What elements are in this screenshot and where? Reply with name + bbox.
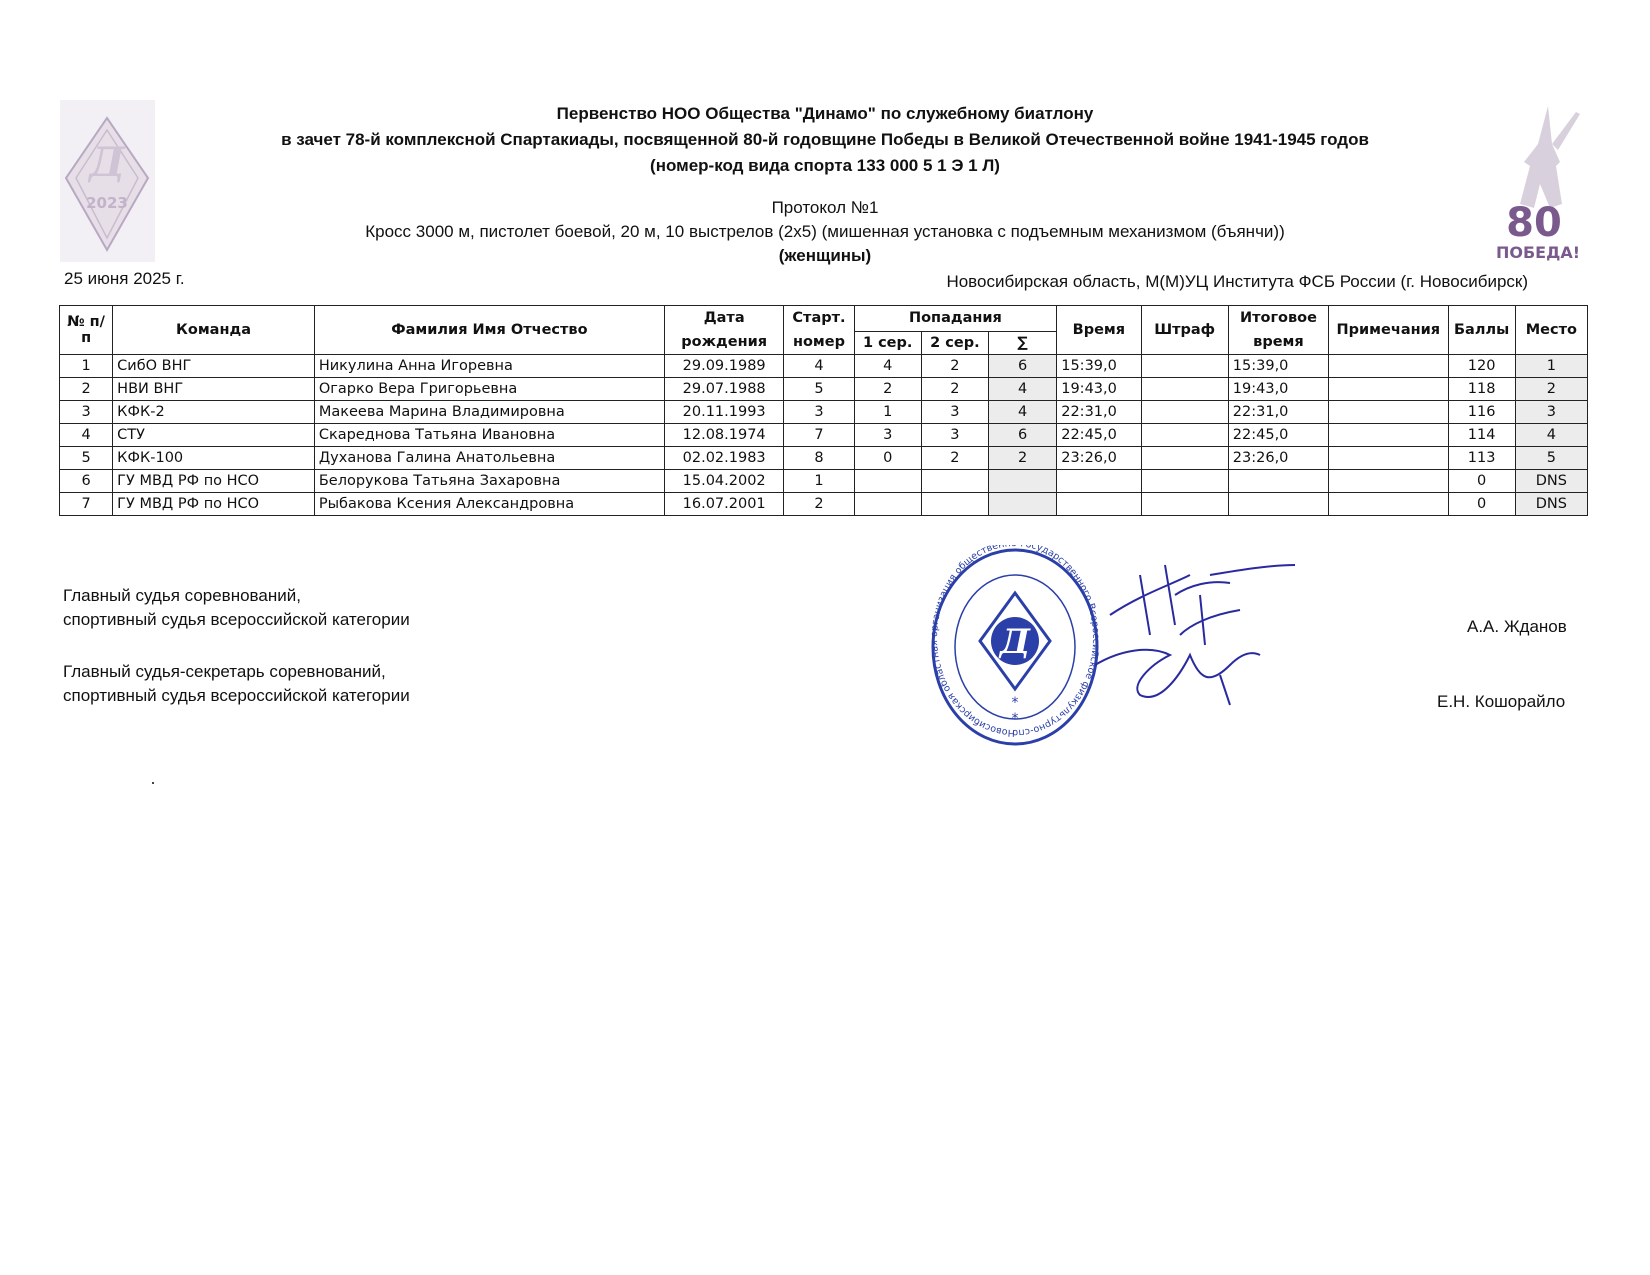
cell-time xyxy=(1057,470,1141,493)
cell-sum: 4 xyxy=(989,378,1057,401)
svg-text:Д: Д xyxy=(89,139,125,186)
col-header-place: Место xyxy=(1515,306,1587,355)
col-header-points: Баллы xyxy=(1448,306,1515,355)
cell-final xyxy=(1228,493,1328,516)
col-header-team: Команда xyxy=(113,306,315,355)
cell-num: 4 xyxy=(60,424,113,447)
cell-name: Рыбакова Ксения Александровна xyxy=(314,493,664,516)
cell-penalty xyxy=(1141,401,1228,424)
cell-num: 2 xyxy=(60,378,113,401)
cell-notes xyxy=(1329,401,1448,424)
cell-sum: 2 xyxy=(989,447,1057,470)
document-title: Первенство НОО Общества "Динамо" по служебному биатлону xyxy=(556,104,1094,123)
cell-s1: 0 xyxy=(854,447,921,470)
cell-start: 1 xyxy=(784,470,854,493)
col-header-final-time: Итоговое время xyxy=(1228,306,1328,355)
cell-name: Огарко Вера Григорьевна xyxy=(314,378,664,401)
document-subtitle: в зачет 78-й комплексной Спартакиады, посвященной 80-й годовщине Победы в Великой Отечественной войне 1941-1945 годов xyxy=(281,130,1369,149)
cell-birth: 12.08.1974 xyxy=(664,424,783,447)
col-header-penalty: Штраф xyxy=(1141,306,1228,355)
cell-final: 19:43,0 xyxy=(1228,378,1328,401)
protocol-number: Протокол №1 xyxy=(771,198,879,217)
event-venue: Новосибирская область, М(М)УЦ Института ФСБ России (г. Новосибирск) xyxy=(946,272,1528,291)
cell-place: DNS xyxy=(1515,493,1587,516)
cell-s1: 3 xyxy=(854,424,921,447)
cell-final: 22:31,0 xyxy=(1228,401,1328,424)
svg-text:Новосибирская областная органи: Новосибирская областная организация обществе сударственного Всероссийское физкультурно-спо xyxy=(930,545,1100,739)
cell-s1 xyxy=(854,493,921,516)
cell-place: 4 xyxy=(1515,424,1587,447)
cell-start: 7 xyxy=(784,424,854,447)
cell-notes xyxy=(1329,493,1448,516)
col-header-start: Старт. номер xyxy=(784,306,854,355)
cell-notes xyxy=(1329,378,1448,401)
col-header-notes: Примечания xyxy=(1329,306,1448,355)
victory-80-logo xyxy=(1490,104,1585,264)
cell-team: ГУ МВД РФ по НСО xyxy=(113,470,315,493)
cell-time: 23:26,0 xyxy=(1057,447,1141,470)
cell-penalty xyxy=(1141,493,1228,516)
cell-points: 113 xyxy=(1448,447,1515,470)
cell-s2: 2 xyxy=(921,447,988,470)
cell-start: 8 xyxy=(784,447,854,470)
col-header-time: Время xyxy=(1057,306,1141,355)
chief-secretary-title xyxy=(63,660,410,708)
cell-place: DNS xyxy=(1515,470,1587,493)
table-row xyxy=(60,378,1588,401)
cell-num: 5 xyxy=(60,447,113,470)
chief-secretary-name: Е.Н. Кошорайло xyxy=(1437,692,1566,711)
cell-team: СибО ВНГ xyxy=(113,355,315,378)
col-header-num: № п/п xyxy=(60,306,113,355)
cell-time: 22:31,0 xyxy=(1057,401,1141,424)
cell-num: 6 xyxy=(60,470,113,493)
scan-dot xyxy=(152,782,154,784)
cell-team: КФК-2 xyxy=(113,401,315,424)
cell-birth: 29.07.1988 xyxy=(664,378,783,401)
cell-num: 7 xyxy=(60,493,113,516)
cell-s1: 4 xyxy=(854,355,921,378)
cell-s2: 2 xyxy=(921,355,988,378)
cell-team: СТУ xyxy=(113,424,315,447)
cell-notes xyxy=(1329,355,1448,378)
col-header-birth: Дата рождения xyxy=(664,306,783,355)
cell-s2: 3 xyxy=(921,424,988,447)
cell-time: 15:39,0 xyxy=(1057,355,1141,378)
cell-notes xyxy=(1329,424,1448,447)
table-row xyxy=(60,493,1588,516)
cell-name: Никулина Анна Игоревна xyxy=(314,355,664,378)
chief-judge-name: А.А. Жданов xyxy=(1467,617,1567,636)
cell-team: НВИ ВНГ xyxy=(113,378,315,401)
cell-s2 xyxy=(921,470,988,493)
col-header-series-1: 1 сер. xyxy=(854,331,921,354)
chief-judge-category: спортивный судья всероссийской категории xyxy=(63,610,410,629)
results-table xyxy=(59,305,1588,516)
cell-penalty xyxy=(1141,355,1228,378)
chief-judge-role: Главный судья соревнований, xyxy=(63,586,301,605)
cell-birth: 15.04.2002 xyxy=(664,470,783,493)
cell-time xyxy=(1057,493,1141,516)
gender-category: (женщины) xyxy=(778,246,872,265)
cell-s2 xyxy=(921,493,988,516)
cell-birth: 29.09.1989 xyxy=(664,355,783,378)
cell-points: 0 xyxy=(1448,493,1515,516)
cell-time: 19:43,0 xyxy=(1057,378,1141,401)
cell-s2: 2 xyxy=(921,378,988,401)
col-header-hits-sum: ∑ xyxy=(989,331,1057,354)
cell-time: 22:45,0 xyxy=(1057,424,1141,447)
cell-place: 5 xyxy=(1515,447,1587,470)
event-date: 25 июня 2025 г. xyxy=(64,269,185,288)
table-row xyxy=(60,355,1588,378)
dynamo-logo xyxy=(60,100,155,262)
cell-start: 3 xyxy=(784,401,854,424)
col-header-series-2: 2 сер. xyxy=(921,331,988,354)
cell-penalty xyxy=(1141,424,1228,447)
table-row xyxy=(60,424,1588,447)
cell-final xyxy=(1228,470,1328,493)
col-header-name: Фамилия Имя Отчество xyxy=(314,306,664,355)
cell-final: 22:45,0 xyxy=(1228,424,1328,447)
cell-points: 0 xyxy=(1448,470,1515,493)
cell-notes xyxy=(1329,447,1448,470)
cell-sum: 6 xyxy=(989,424,1057,447)
cell-name: Духанова Галина Анатольевна xyxy=(314,447,664,470)
cell-num: 3 xyxy=(60,401,113,424)
svg-text:*: * xyxy=(1011,695,1019,711)
discipline-description: Кросс 3000 м, пистолет боевой, 20 м, 10 выстрелов (2х5) (мишенная установка с подъемным механизмом (бъянчи)) xyxy=(365,222,1285,241)
cell-final: 23:26,0 xyxy=(1228,447,1328,470)
cell-name: Макеева Марина Владимировна xyxy=(314,401,664,424)
cell-points: 114 xyxy=(1448,424,1515,447)
chief-judge-title xyxy=(63,584,410,632)
cell-name: Скареднова Татьяна Ивановна xyxy=(314,424,664,447)
table-row xyxy=(60,447,1588,470)
chief-secretary-category: спортивный судья всероссийской категории xyxy=(63,686,410,705)
cell-birth: 16.07.2001 xyxy=(664,493,783,516)
sport-code: (номер-код вида спорта 133 000 5 1 Э 1 Л) xyxy=(650,156,1000,175)
cell-place: 1 xyxy=(1515,355,1587,378)
cell-name: Белорукова Татьяна Захаровна xyxy=(314,470,664,493)
cell-points: 118 xyxy=(1448,378,1515,401)
col-header-hits: Попадания xyxy=(854,306,1057,332)
cell-start: 5 xyxy=(784,378,854,401)
cell-place: 3 xyxy=(1515,401,1587,424)
cell-penalty xyxy=(1141,447,1228,470)
cell-sum: 6 xyxy=(989,355,1057,378)
svg-text:2023: 2023 xyxy=(86,194,128,212)
table-row xyxy=(60,470,1588,493)
handwritten-signatures xyxy=(1080,555,1380,745)
cell-s1: 1 xyxy=(854,401,921,424)
cell-start: 2 xyxy=(784,493,854,516)
cell-sum xyxy=(989,470,1057,493)
svg-text:*: * xyxy=(1011,711,1019,727)
cell-birth: 02.02.1983 xyxy=(664,447,783,470)
cell-s1: 2 xyxy=(854,378,921,401)
cell-team: ГУ МВД РФ по НСО xyxy=(113,493,315,516)
chief-secretary-role: Главный судья-секретарь соревнований, xyxy=(63,662,386,681)
cell-points: 120 xyxy=(1448,355,1515,378)
cell-sum xyxy=(989,493,1057,516)
svg-text:Д: Д xyxy=(999,622,1031,662)
cell-notes xyxy=(1329,470,1448,493)
cell-team: КФК-100 xyxy=(113,447,315,470)
cell-sum: 4 xyxy=(989,401,1057,424)
cell-s2: 3 xyxy=(921,401,988,424)
svg-text:ПОБЕДА!: ПОБЕДА! xyxy=(1495,243,1581,262)
cell-penalty xyxy=(1141,378,1228,401)
cell-points: 116 xyxy=(1448,401,1515,424)
cell-num: 1 xyxy=(60,355,113,378)
cell-birth: 20.11.1993 xyxy=(664,401,783,424)
official-stamp xyxy=(930,545,1100,755)
cell-s1 xyxy=(854,470,921,493)
cell-final: 15:39,0 xyxy=(1228,355,1328,378)
svg-text:80: 80 xyxy=(1506,200,1562,246)
cell-start: 4 xyxy=(784,355,854,378)
cell-penalty xyxy=(1141,470,1228,493)
table-row xyxy=(60,401,1588,424)
cell-place: 2 xyxy=(1515,378,1587,401)
